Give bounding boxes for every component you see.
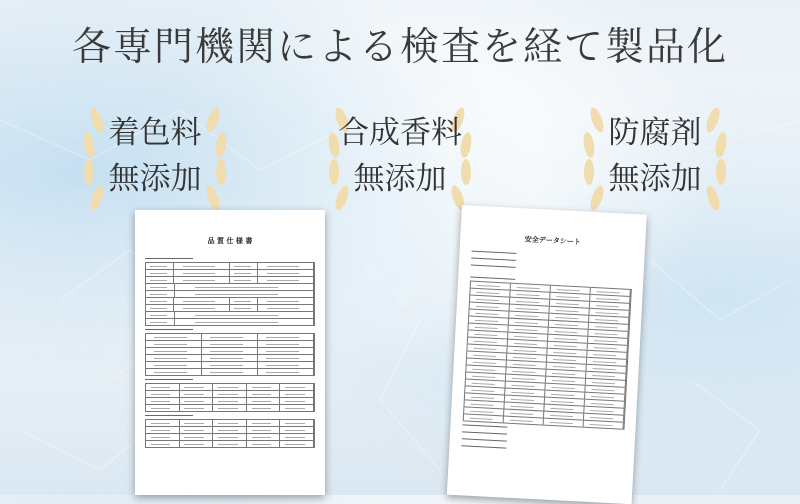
- feature-label: 合成香料: [338, 115, 462, 151]
- document-body: [145, 255, 315, 448]
- quality-spec-document: [135, 210, 325, 495]
- feature-no-preservative: [580, 110, 730, 202]
- feature-no-fragrance: [325, 110, 475, 202]
- feature-label: 着色料: [108, 115, 202, 151]
- document-title: 安全データシート: [524, 235, 581, 247]
- feature-sublabel: 無添加: [608, 161, 702, 197]
- feature-no-coloring: [80, 110, 230, 202]
- feature-label: 防腐剤: [608, 115, 702, 151]
- feature-sublabel: 無添加: [353, 161, 447, 197]
- feature-sublabel: 無添加: [108, 161, 202, 197]
- document-title: 品 質 仕 様 書: [207, 237, 253, 245]
- safety-data-sheet-document: [447, 205, 647, 504]
- headline: 各専門機関による検査を経て製品化: [71, 25, 728, 70]
- document-body: [461, 248, 633, 458]
